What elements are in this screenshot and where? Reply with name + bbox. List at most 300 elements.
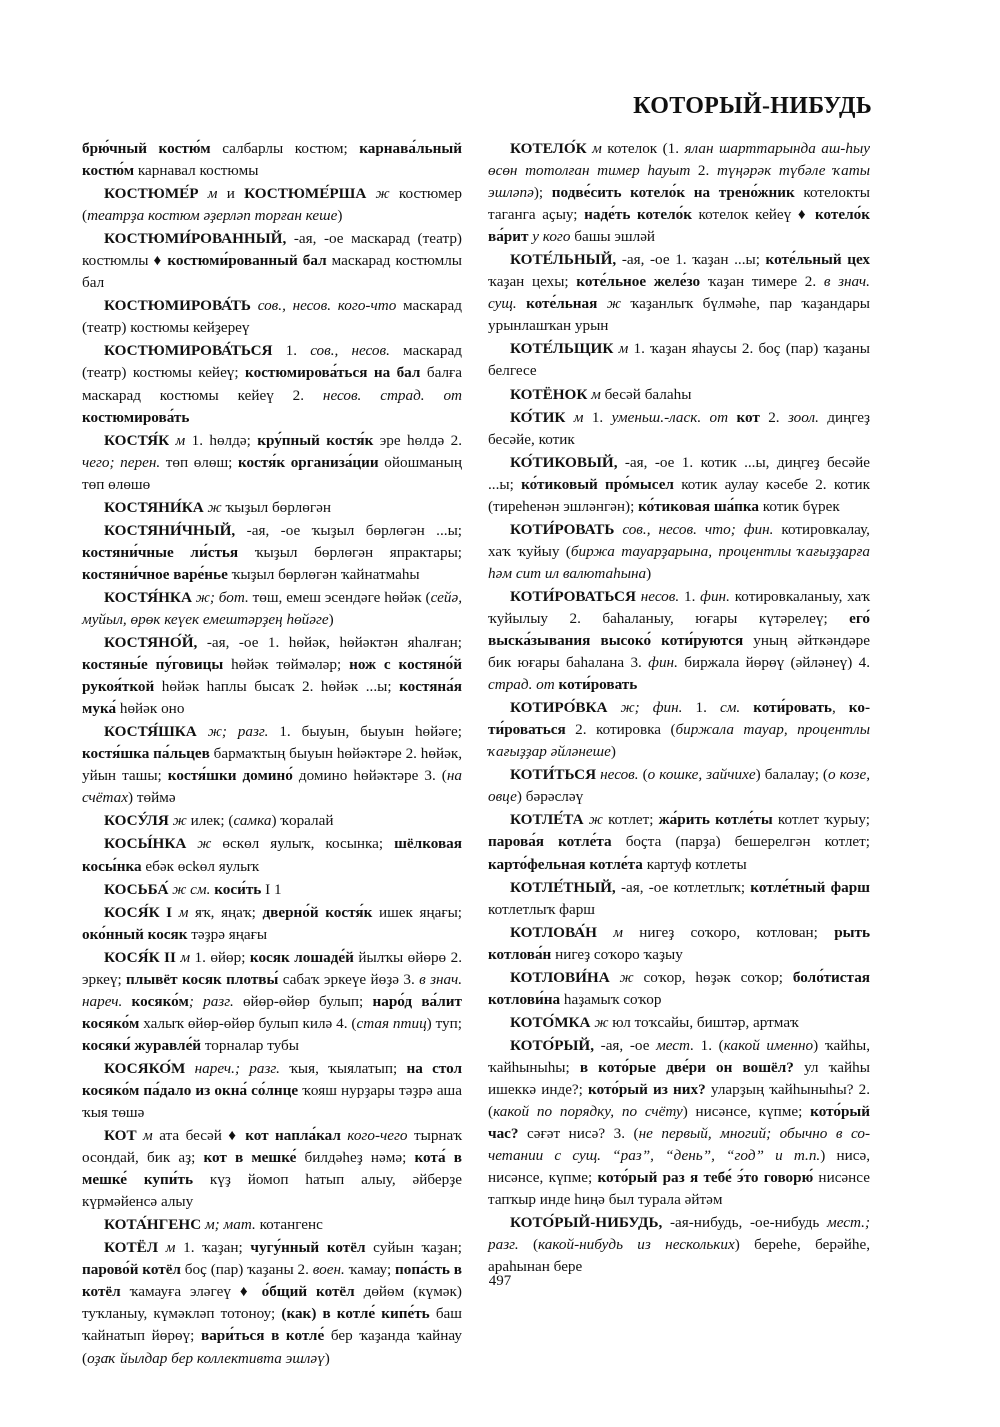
headword-text: КОСТЮМЕ́РША	[244, 185, 367, 203]
definition-text: 2. котировка (	[565, 721, 676, 739]
grammar-note: чего; перен.	[82, 453, 161, 471]
grammar-note: страд. от	[488, 676, 559, 694]
grammar-note: сов., несов.	[310, 342, 390, 360]
grammar-note: зоол.	[787, 408, 819, 426]
grammar-note: воен.	[312, 1261, 345, 1279]
definition-text: сабаҡ эркеүе йөҙә 3.	[278, 970, 420, 988]
headword-text: парово́й котёл	[82, 1261, 181, 1279]
headword-text: костюмирова́ться на бал	[245, 364, 421, 382]
definition-text: яҡ, яңаҡ;	[194, 903, 263, 921]
headword-text: КОСЯ́К I	[104, 903, 173, 921]
grammar-note: нареч.; разг.	[185, 1059, 280, 1077]
headword-text: ко́тиковая ша́пка	[638, 497, 759, 515]
definition-text: салбарлы костюм;	[210, 140, 360, 157]
grammar-note: ж	[366, 185, 399, 203]
dictionary-entry	[488, 1012, 870, 1034]
grammar-note: о козе, овце	[488, 766, 871, 806]
dictionary-entry	[488, 452, 870, 518]
definition-text: бесәй балаһы	[604, 385, 692, 403]
definition-text: котелокты таганга аҫыу;	[488, 184, 870, 224]
left-column	[82, 138, 462, 1371]
definition-text: -ая, -ое ҡыҙыл бөрлөгән ...ы;	[235, 521, 462, 539]
headword-text: КО́ТИКОВЫЙ,	[510, 453, 618, 471]
grammar-note: сов., несов. что; фин.	[614, 520, 774, 538]
headword-text: коте́льный цех	[765, 251, 870, 269]
headword-text: его́ выска́зывания высоко́ коти́руются	[488, 609, 870, 650]
dictionary-entry	[488, 1212, 870, 1278]
definition-text: сәғәт нисә? 3. (	[518, 1125, 639, 1143]
definition-text: йылҡы өйөрө 2. эркеү;	[82, 948, 462, 988]
definition-text: -ая, -ое 1. һөйәк, һөйәктән яһалған;	[197, 634, 462, 652]
definition-text: -ая, -ое 1. ҡаҙан ...ы;	[616, 251, 766, 269]
right-column	[488, 138, 870, 1279]
definition-text: күҙ йомоп һатып алыу, әйберҙе күрмәйенсә алыу	[82, 1171, 462, 1211]
headword-text: костюми́рованный бал	[167, 252, 327, 270]
grammar-note: ялан шарттарында аш-һыу өсөн тотолған тимер һауыт	[488, 140, 870, 180]
grammar-note: уменьш.-ласк. от	[611, 408, 737, 426]
grammar-note: м	[158, 1239, 184, 1257]
headword-text: кру́пный костя́к	[257, 431, 374, 449]
definition-text: )	[646, 564, 652, 582]
grammar-note: м	[613, 340, 634, 358]
headword-text: коти́ровать	[558, 676, 638, 694]
definition-text: 2.	[759, 408, 788, 426]
headword-text: котело́к ва́рит	[488, 206, 870, 246]
definition-text: уның әйткәндәре бик юғары баһалана 3.	[488, 632, 871, 672]
definition-text: нисәнсе тапҡыр инде һиңә был турала әйтәм	[488, 1169, 870, 1209]
headword-text: шёлковая косы́нка	[82, 835, 462, 875]
headword-text: КОТО́РЫЙ,	[510, 1036, 594, 1054]
headword-text: КОСТЮМЕ́Р	[104, 185, 199, 203]
dictionary-entry	[488, 138, 870, 248]
definition-text: -ая, -ое маскарад (театр) костюмлы ♦	[82, 230, 462, 270]
definition-text: ) ҡоралай	[271, 812, 334, 830]
definition-text: ишек яңағы;	[372, 903, 462, 921]
definition-text: ) төймә	[128, 789, 176, 807]
definition-text: илек; (	[190, 812, 234, 830]
headword-text: коте́льная	[526, 295, 598, 313]
headword-text: костя́шка па́льцев	[82, 745, 210, 763]
grammar-note: биржала тауар, процентлы ҡағыҙҙар әйләнеше	[488, 721, 870, 761]
dictionary-entry	[82, 587, 462, 631]
definition-text: халыҡ өйөр-өйөр булып килә 4. (	[139, 1014, 357, 1032]
headword-text: КОСТЯ́К	[104, 431, 170, 449]
headword-text: на стол косяко́м па́дало из окна́ со́лнце	[82, 1059, 463, 1099]
grammar-note: в знач. нареч.	[82, 970, 462, 1010]
dictionary-entry	[82, 430, 462, 496]
definition-text: ҡамауға эләгеү ♦	[120, 1283, 262, 1301]
grammar-note: ж	[203, 498, 226, 516]
dictionary-entry	[82, 1058, 462, 1124]
headword-text: КОСТЯ́ШКА	[104, 723, 197, 741]
definition-text: котлет;	[608, 811, 659, 829]
definition-text: баш ҡайнатып йөрөү;	[82, 1305, 462, 1345]
grammar-note: несов.	[635, 587, 680, 605]
definition-text: диңгеҙ бесәйе, котик	[488, 408, 870, 448]
headword-text: дверно́й костя́к	[262, 903, 373, 921]
headword-text: наро́д ва́лит косяко́м	[82, 992, 462, 1032]
dictionary-entry	[82, 1125, 462, 1213]
definition-text: бармаҡтың быуын һөйәктәре 2. һөйәк, уйын ташы;	[82, 745, 462, 785]
grammar-note: м	[175, 948, 195, 966]
definition-text: 1. һөлдә;	[191, 431, 258, 449]
headword-text: (как) в котле́ кипе́ть	[281, 1305, 430, 1323]
grammar-note: на счётах	[82, 767, 462, 807]
definition-text: ҡыя, ҡыялатып;	[279, 1059, 407, 1077]
grammar-note: несов.	[596, 766, 639, 784]
grammar-note: м	[596, 923, 640, 941]
dictionary-entry	[82, 947, 462, 1057]
definition-text: боҫта (парҙа) бешерелгән котлет;	[611, 833, 871, 851]
definition-text: тәҙрә яңағы	[187, 925, 268, 943]
headword-text: вари́ться в котле́	[201, 1327, 325, 1345]
dictionary-entry	[488, 967, 870, 1011]
grammar-note: фин.	[700, 587, 730, 605]
headword-text: чугу́нный котёл	[250, 1239, 366, 1257]
definition-text: );	[533, 184, 552, 202]
definition-text: боҫ (пар) ҡаҙаны 2.	[180, 1261, 313, 1279]
grammar-note: м	[565, 408, 592, 426]
headword-text: КОСТЯ́НКА	[104, 588, 192, 606]
definition-text: соҡор, һөҙәк соҡор;	[643, 968, 793, 986]
grammar-note: түңәрәк түбәле ҡаты эшләпә	[488, 162, 870, 202]
grammar-note: см.	[719, 699, 754, 717]
headword-text: коси́ть	[214, 880, 262, 898]
headword-text: косяки́ журавле́й	[82, 1036, 202, 1054]
definition-text: котелок (1.	[607, 140, 685, 157]
definition-text: карнавал костюмы	[134, 162, 259, 180]
definition-text: ) нисә, нисәнсе, күпме;	[488, 1147, 870, 1187]
grammar-note: какой именно	[723, 1036, 814, 1054]
definition-text: һаҙамыҡ соҡор	[560, 990, 662, 1008]
dictionary-entry	[82, 520, 462, 586]
grammar-note: в знач. сущ.	[488, 273, 870, 313]
grammar-note: ж	[609, 968, 644, 986]
headword-text: КОТЕ́ЛЬЩИК	[510, 340, 614, 358]
definition-text: (	[638, 766, 648, 784]
dictionary-entry	[82, 497, 462, 519]
headword-text: КОТЁНОК	[510, 385, 588, 403]
grammar-note: ж	[597, 295, 631, 313]
definition-text: )	[328, 610, 334, 628]
definition-text: котировкалау, хаҡ ҡуйыу (	[488, 520, 870, 560]
headword-text: КО́ТИК	[510, 408, 566, 426]
grammar-note: оҙаҡ йылдар бер коллективта эшләү	[87, 1349, 325, 1367]
grammar-note: ж	[590, 1013, 613, 1031]
dictionary-entry	[82, 1237, 462, 1369]
headword-text: жа́рить котле́ты	[658, 811, 773, 829]
dictionary-entry	[488, 1035, 870, 1211]
dictionary-entry	[488, 338, 870, 382]
headword-text: кот напла́кал	[245, 1127, 341, 1145]
definition-text: ) балалау; (	[755, 766, 828, 784]
grammar-note: м	[586, 140, 608, 157]
headword-text: костя́шки домино́	[167, 767, 293, 785]
definition-text: һөйәк һаплы бысаҡ 2. һөйәк ...ы;	[154, 678, 400, 696]
headword-text: КОСТЮМИРОВА́ТЬСЯ	[104, 342, 273, 360]
grammar-note: ж; фин.	[607, 699, 683, 717]
headword-text: карнава́льный костю́м	[82, 140, 462, 180]
headword-text: КОСЯКО́М	[104, 1059, 186, 1077]
definition-text: )	[337, 207, 343, 225]
headword-text: КОТИ́РОВАТЬСЯ	[510, 587, 636, 605]
definition-text: һөйәк оно	[116, 700, 185, 718]
grammar-note: м	[136, 1127, 160, 1145]
definition-text: ) береһе, берәйһе, араһынан бере	[488, 1236, 870, 1276]
dictionary-entry	[488, 922, 870, 966]
headword-text: котле́тный фарш	[750, 878, 870, 896]
running-head: КОТОРЫЙ-НИБУДЬ	[633, 93, 872, 119]
headword-text: кот в мешке́	[203, 1149, 297, 1167]
grammar-note: стая птиц	[356, 1014, 427, 1032]
definition-text: нигеҙ соҡоро, котлован;	[639, 923, 835, 941]
definition-text: ҡамау;	[344, 1261, 396, 1279]
headword-text: КОТА́НГЕНС	[104, 1216, 202, 1234]
grammar-note: м; мат.	[201, 1216, 256, 1234]
headword-text: парова́я котле́та	[488, 833, 612, 851]
definition-text: өйөр-өйөр булып;	[233, 992, 373, 1010]
headword-text: подве́сить котело́к на трено́жник	[551, 184, 795, 202]
headword-text: кота́ в мешке́ купи́ть	[82, 1149, 462, 1189]
headword-text: КОТ	[104, 1127, 137, 1145]
definition-text: котик аулау кәсебе 2. котик (тиреһенән эшләнгән);	[488, 475, 870, 515]
definition-text: -ая, -ое 1. котик ...ы, диңгеҙ бесәйе ...ы;	[488, 453, 870, 493]
headword-text: КОСТЮМИ́РОВАННЫЙ,	[104, 230, 287, 248]
definition-text: балға маскарад костюмы кейеү 2.	[82, 364, 463, 404]
grammar-note: самка	[233, 812, 272, 830]
headword-text: КОТЛЕ́ТНЫЙ,	[510, 878, 616, 896]
dictionary-entry	[488, 407, 870, 451]
definition-text: )	[610, 743, 616, 761]
definition-text: нигеҙ соҡоро ҡаҙыу	[551, 945, 683, 963]
dictionary-entry	[82, 228, 462, 294]
dictionary-entry	[488, 877, 870, 921]
dictionary-entry	[82, 721, 462, 809]
headword-text: наде́ть котело́к	[584, 206, 692, 224]
definition-text: өскөл яулыҡ, косынка;	[222, 835, 395, 853]
headword-text: косяк лошаде́й	[249, 948, 354, 966]
definition-text: ҡаҙанлыҡ бүлмәһе, пар ҡаҙандары урынлашҡан урын	[488, 295, 870, 335]
headword-text: КОСЯ́К II	[104, 948, 176, 966]
headword-text: костяна́я мука́	[82, 678, 462, 718]
definition-text: тырнаҡ осондай, бик аҙ;	[82, 1127, 462, 1167]
definition-text: 1. ҡаҙан;	[183, 1239, 251, 1257]
headword-text: кото́рый из них?	[588, 1080, 706, 1098]
definition-text: ) туп;	[426, 1014, 462, 1032]
definition-text: )	[324, 1349, 330, 1367]
grammar-note: фин.	[648, 654, 678, 672]
definition-text: котелок кейеү ♦	[691, 206, 815, 224]
headword-text: нож с костяно́й рукоя́ткой	[82, 656, 462, 696]
definition-text: 1.	[272, 342, 311, 360]
headword-text: око́нный косяк	[82, 925, 188, 943]
headword-text: КОСТЯНИ́ЧНЫЙ,	[104, 521, 236, 539]
headword-text: коти́роваться	[488, 699, 871, 739]
definition-text: ул ҡайһы ишеккә инде?;	[488, 1058, 870, 1098]
definition-text: маскарад (театр) костюмы кейеү;	[82, 342, 462, 382]
definition-text: -ая, -ое котлетлыҡ;	[615, 878, 751, 896]
grammar-note: м	[172, 903, 195, 921]
definition-text: 1.	[682, 699, 720, 717]
headword-text: брю́чный костю́м	[82, 140, 211, 157]
headword-text: КОСУ́ЛЯ	[104, 812, 169, 830]
headword-text: костяни́чные ли́стья	[82, 543, 239, 561]
grammar-note: биржа тауарҙарына, процентлы ҡағыҙҙарға һәм сит ил валютаһына	[488, 542, 870, 582]
headword-text: КОТЁЛ	[104, 1239, 159, 1257]
headword-text: КОТЛОВА́Н	[510, 923, 597, 941]
headword-text: карто́фельная котле́та	[488, 855, 643, 873]
headword-text: коти́ровать	[753, 699, 832, 717]
grammar-note: ж см.	[168, 880, 215, 898]
definition-text: биржала йөрөү (әйләнеү) 4.	[677, 654, 870, 672]
definition-text: ҡыҙыл бөрлөгән япрактары;	[238, 543, 462, 561]
headword-text: костяни́чное варе́нье	[82, 565, 228, 583]
definition-text: ) ҡайһы, ҡайһыныһы;	[488, 1036, 870, 1076]
grammar-note: м	[169, 431, 192, 449]
definition-text: маскарад костюмлы бал	[82, 252, 462, 292]
definition-text: башы эшләй	[570, 228, 656, 246]
definition-text: котировкаланыу, хаҡ ҡуйылыу 2. баһаланыу, юғары күтәрелеү;	[488, 587, 871, 627]
grammar-note: театрҙа костюм әҙерләп торған кеше	[87, 207, 338, 225]
dictionary-entry	[488, 697, 870, 763]
definition-text: котик бүрек	[758, 497, 840, 515]
definition-text: һөйәк төймәләр;	[223, 656, 350, 674]
definition-text: ) нисәнсе, күпме;	[682, 1103, 811, 1121]
definition-text: билдәһеҙ нәмә;	[296, 1149, 415, 1167]
definition-text: торналар тубы	[201, 1036, 299, 1054]
headword-text: костюмирова́ть	[82, 408, 190, 426]
grammar-note: ж	[168, 812, 191, 830]
headword-text: КОТЛЕ́ТА	[510, 811, 584, 829]
grammar-note: какой-нибудь из нескольких	[538, 1236, 735, 1254]
headword-text: КОТИ́ТЬСЯ	[510, 766, 597, 784]
definition-text: төп өлөш;	[160, 453, 238, 471]
headword-text: боло́тистая котлови́на	[488, 968, 870, 1008]
dictionary-entry	[488, 586, 870, 696]
dictionary-entry	[82, 183, 462, 227]
headword-text: в кото́рые две́ри он вошёл?	[579, 1058, 794, 1076]
grammar-note: мест.; разг.	[488, 1214, 870, 1254]
dictionary-entry	[488, 809, 870, 875]
definition-text: 1. (	[694, 1036, 724, 1054]
grammar-note: кого-чего	[340, 1127, 408, 1145]
definition-text: ҡыҙыл бөрлөгән	[225, 498, 331, 516]
grammar-note: ; разг.	[188, 992, 234, 1010]
headword-text: о́бщий котёл	[261, 1283, 355, 1301]
headword-text: КОСЬБА́	[104, 880, 169, 898]
definition-text: домино һөйәктәре 3. (	[292, 767, 447, 785]
grammar-note: ж; разг.	[196, 723, 269, 741]
definition-text: уларҙың ҡайһыныһы? 2. (	[488, 1080, 870, 1121]
definition-text: -ая-нибудь, -ое-нибудь	[662, 1214, 828, 1232]
definition-text: ) бәрәсләү	[516, 788, 584, 806]
grammar-note: м	[587, 385, 605, 403]
definition-text: ,	[831, 699, 849, 717]
grammar-note: сейә, муйыл, өрөк кеүек емештәрҙең һөйәге	[82, 588, 462, 628]
definition-text: -ая, -ое	[594, 1036, 657, 1054]
definition-text: костюмер (	[82, 185, 462, 225]
headword-text: плывёт косяк плотвы́	[126, 970, 279, 988]
definition-text: ҡаҙан тимере 2.	[700, 273, 824, 291]
headword-text: КОТЛОВИ́НА	[510, 968, 610, 986]
definition-text: 1.	[679, 587, 701, 605]
dictionary-entry	[82, 810, 462, 832]
dictionary-entry	[488, 384, 870, 406]
headword-text: КОСЫ́НКА	[104, 835, 187, 853]
definition-text: ойошманың төп өлөшө	[82, 453, 462, 493]
grammar-note: ж; бот.	[191, 588, 249, 606]
definition-text: I 1	[261, 880, 282, 898]
headword-text: КОТЕ́ЛЬНЫЙ,	[510, 251, 617, 269]
grammar-note: ж	[186, 835, 223, 853]
definition-text: (	[518, 1236, 539, 1254]
definition-text: эре һөлдә 2.	[373, 431, 462, 449]
headword-text: костяны́е пу́говицы	[82, 656, 224, 674]
dictionary-entry	[82, 295, 462, 339]
grammar-note: несов. страд. от	[322, 386, 463, 404]
definition-text: котлетлыҡ фарш	[488, 900, 595, 918]
definition-text: төш, емеш эсендәге һөйәк (	[248, 588, 431, 606]
headword-text: КОТО́РЫЙ-НИБУДЬ,	[510, 1214, 663, 1232]
headword-text: КОТЕЛО́К	[510, 140, 587, 157]
headword-text: попа́сть в котёл	[82, 1261, 462, 1301]
headword-text: КОСТЯНО́Й,	[104, 634, 198, 652]
grammar-note: сов., несов. кого-что	[250, 297, 397, 315]
headword-text: КОСТЯНИ́КА	[104, 498, 204, 516]
definition-text: 1. быуын, быуын һөйәге;	[268, 723, 462, 741]
headword-text: рыть котлова́н	[488, 923, 870, 963]
page-number: 497	[488, 1273, 512, 1289]
dictionary-entry	[82, 340, 462, 428]
headword-text: кот	[736, 408, 760, 426]
headword-text: КОСТЮМИРОВА́ТЬ	[104, 297, 251, 315]
dictionary-entry	[82, 833, 462, 877]
headword-text: костя́к организа́ции	[238, 453, 379, 471]
definition-text: 1. өйөр;	[194, 948, 250, 966]
definition-text: ҡыҙыл бөрлөгән ҡайнатмаһы	[227, 565, 420, 583]
dictionary-entry	[82, 632, 462, 720]
dictionary-entry	[82, 138, 462, 182]
definition-text: юл тоҡсайы, биштәр, артмаҡ	[612, 1013, 799, 1031]
headword-text: КОТИРО́ВКА	[510, 699, 608, 717]
definition-text: картуф котлеты	[642, 855, 747, 873]
headword-text: кото́рый час?	[488, 1103, 870, 1143]
grammar-note: какой по порядку, по счёту	[493, 1103, 683, 1121]
definition-text: ебәк өсkөл яулыҡ	[141, 857, 260, 875]
dictionary-entry	[488, 249, 870, 337]
definition-text: ҡояш нурҙары тәҙрә аша ҡыя төшә	[82, 1081, 462, 1122]
grammar-note: у кого	[528, 228, 571, 246]
grammar-note: о кошке, зайчихе	[647, 766, 756, 784]
definition-text: ата бесәй ♦	[159, 1127, 246, 1145]
headword-text: ко́тиковый про́мысел	[521, 475, 674, 493]
grammar-note: м	[198, 185, 227, 203]
definition-text: дөйөм (күмәк) туҡланыу, күмәкләп тотоноу;	[82, 1283, 462, 1323]
headword-text: кото́рый раз я тебе́ э́то говорю́	[597, 1169, 814, 1187]
dictionary-entry	[488, 764, 870, 808]
definition-text: ҡаҙан цехы;	[488, 273, 577, 291]
headword-text: коте́льное желе́зо	[576, 273, 701, 291]
definition-text: 1.	[591, 408, 612, 426]
definition-text: котангенс	[255, 1216, 323, 1234]
definition-text: котлет ҡурыу;	[772, 811, 870, 829]
definition-text: 1. ҡаҙан яһаусы 2. боҫ (пар) ҡаҙаны белгесе	[488, 340, 870, 380]
definition-text: бер ҡаҙанда ҡайнау (	[82, 1327, 462, 1367]
definition-text: 2.	[690, 162, 717, 180]
definition-text: и	[226, 185, 245, 203]
grammar-note: ж	[583, 811, 609, 829]
headword-text: КОТИ́РОВАТЬ	[510, 520, 615, 538]
